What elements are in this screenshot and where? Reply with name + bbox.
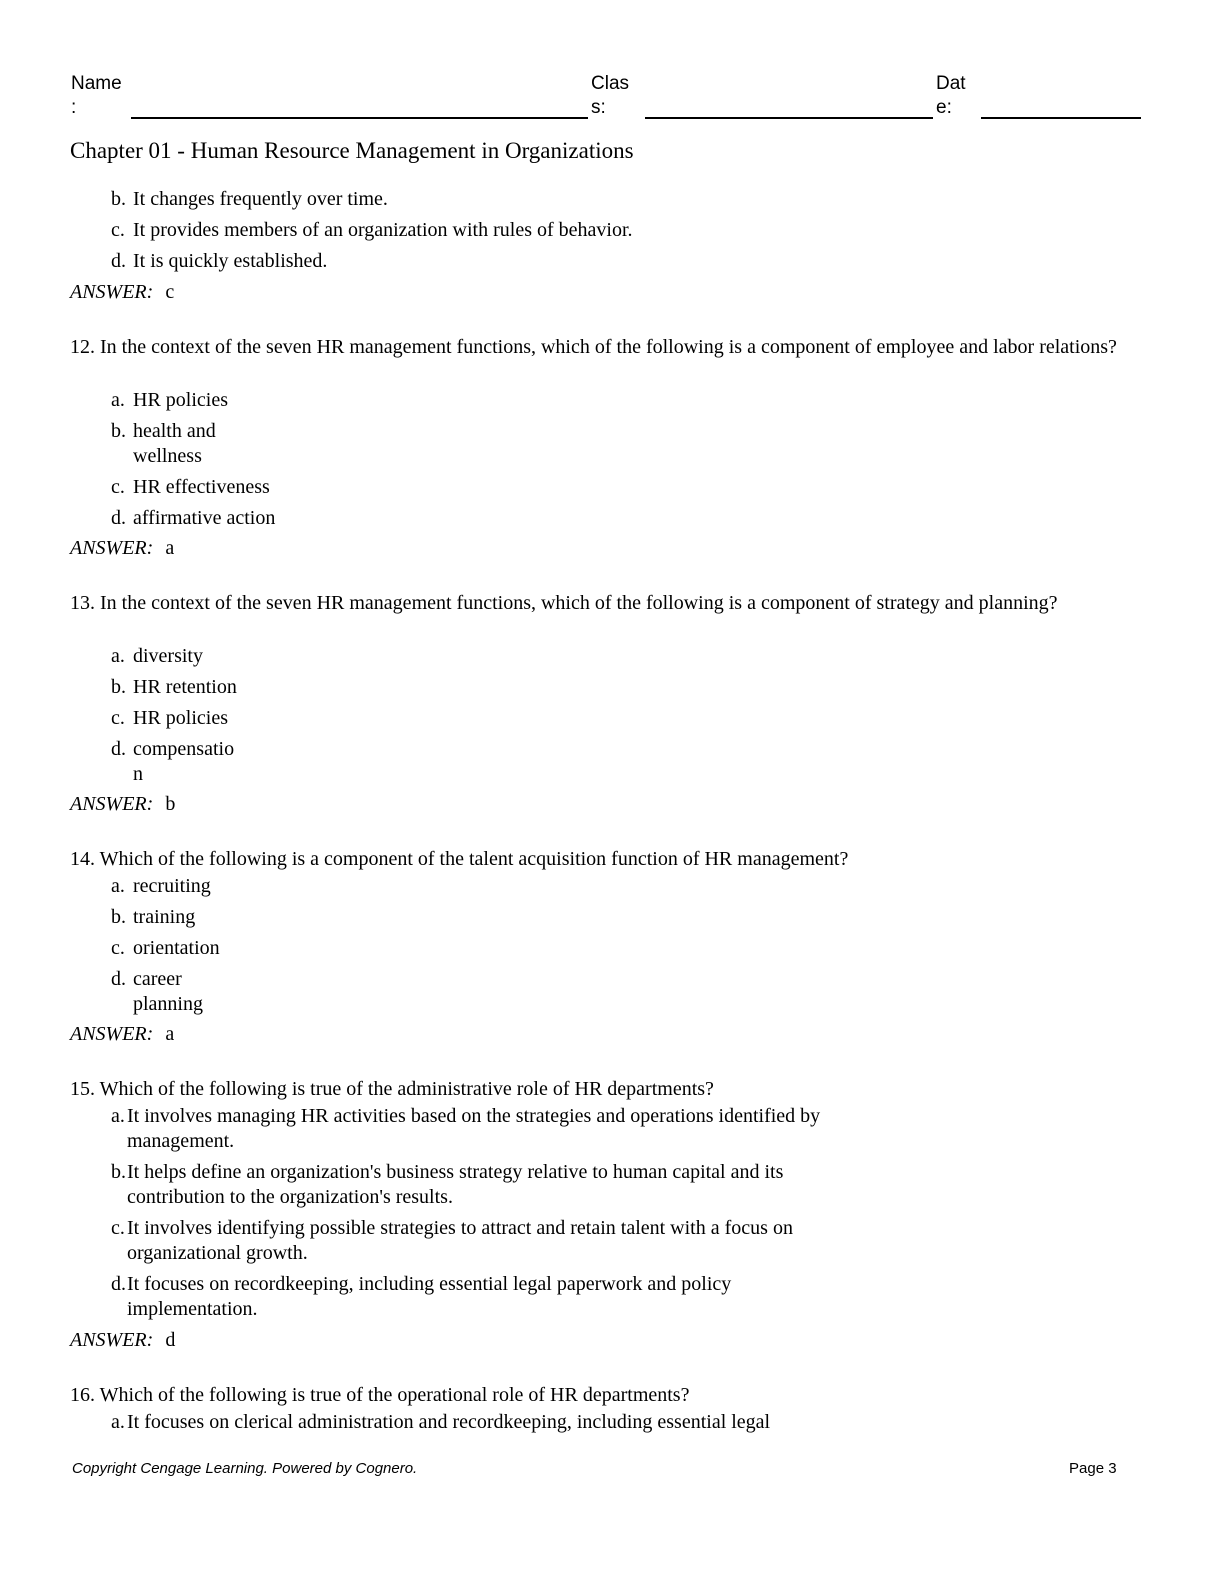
answer-label: ANSWER: (70, 537, 154, 559)
option-text-line: compensatio (133, 738, 235, 760)
option (111, 1104, 820, 1154)
option-letter: c. (111, 937, 125, 959)
option-text-line: management. (127, 1130, 235, 1152)
option-letter: a. (111, 389, 125, 411)
answer (70, 793, 175, 816)
option-text-line: planning (133, 993, 203, 1015)
question-text: 12. In the context of the seven HR management functions, which of the following is a component of employee and labor relations? (70, 336, 1117, 358)
option (111, 644, 203, 669)
option-letter: d. (111, 738, 126, 760)
answer-value: a (165, 537, 175, 559)
name-label-bottom: : (71, 97, 77, 118)
option (111, 475, 270, 500)
option (111, 1410, 770, 1435)
option-text-line: n (133, 763, 143, 785)
option (111, 737, 234, 787)
option (111, 1160, 783, 1210)
option-letter: d. (111, 968, 126, 990)
option-text-line: It involves identifying possible strategies to attract and retain talent with a focus on (127, 1217, 793, 1239)
option (111, 874, 211, 899)
option-letter: c. (111, 476, 125, 498)
class-label-top: Clas (591, 73, 630, 94)
option-text (133, 737, 234, 787)
answer (70, 1023, 174, 1046)
option-letter: b. (111, 188, 126, 210)
question-text: 16. Which of the following is true of the operational role of HR departments? (70, 1384, 690, 1406)
option (111, 967, 203, 1017)
date-label-top: Dat (936, 73, 966, 94)
class-field-line[interactable] (645, 117, 933, 119)
option-text: It changes frequently over time. (133, 188, 388, 210)
date-label-bottom: e: (936, 97, 952, 118)
option (111, 905, 195, 930)
option-text (127, 1160, 783, 1210)
option (111, 1216, 793, 1266)
question-stem (70, 591, 1130, 615)
option (111, 187, 388, 212)
option-letter: a. (111, 1105, 125, 1127)
question-text: 13. In the context of the seven HR management functions, which of the following is a component of strategy and planning? (70, 592, 1058, 614)
option (111, 706, 228, 731)
option-letter: d. (111, 1273, 126, 1295)
option-text-line: implementation. (127, 1298, 258, 1320)
option-text: affirmative action (133, 507, 276, 529)
option-letter: b. (111, 1161, 126, 1183)
name-field-line[interactable] (131, 117, 588, 119)
question-text: 15. Which of the following is true of the administrative role of HR departments? (70, 1078, 714, 1100)
option-text-line: career (133, 968, 182, 990)
option (111, 506, 275, 531)
date-field-line[interactable] (981, 117, 1141, 119)
option-text-line: contribution to the organization's results. (127, 1186, 453, 1208)
date-label (936, 72, 966, 120)
option-text: training (133, 906, 196, 928)
name-label (71, 72, 122, 120)
option-letter: b. (111, 906, 126, 928)
class-label-bottom: s: (591, 97, 606, 118)
question-stem (70, 847, 1130, 871)
option-text (127, 1104, 820, 1154)
option-text-line: It helps define an organization's business strategy relative to human capital and its (127, 1161, 784, 1183)
answer-label: ANSWER: (70, 1023, 154, 1045)
option-letter: c. (111, 707, 125, 729)
answer-label: ANSWER: (70, 281, 154, 303)
option-text-line: organizational growth. (127, 1242, 308, 1264)
option (111, 1272, 731, 1322)
option-letter: b. (111, 420, 126, 442)
answer-value: c (165, 281, 175, 303)
answer-value: b (165, 793, 176, 815)
option-text: HR policies (133, 389, 228, 411)
option-text (127, 1272, 731, 1322)
option-text: It is quickly established. (133, 250, 328, 272)
option (111, 388, 228, 413)
question-text: 14. Which of the following is a component of the talent acquisition function of HR management? (70, 848, 849, 870)
option-letter: d. (111, 507, 126, 529)
option-text (133, 419, 216, 469)
option-text: It focuses on clerical administration and recordkeeping, including essential legal (127, 1411, 771, 1433)
option-text-line: It involves managing HR activities based on the strategies and operations identified by (127, 1105, 821, 1127)
option (111, 419, 216, 469)
option-letter: a. (111, 875, 125, 897)
option-text: diversity (133, 645, 203, 667)
option-text: orientation (133, 937, 220, 959)
answer (70, 1329, 175, 1352)
question-stem (70, 1383, 1130, 1407)
page-number: Page 3 (1069, 1460, 1117, 1477)
option-text (127, 1216, 793, 1266)
option-letter: d. (111, 250, 126, 272)
option-letter: c. (111, 219, 125, 241)
option-text-line: wellness (133, 445, 202, 467)
class-label (591, 72, 629, 120)
chapter-title: Chapter 01 - Human Resource Management in Organizations (70, 138, 634, 163)
option-letter: a. (111, 1411, 125, 1433)
name-label-top: Name (71, 73, 122, 94)
option-text: HR policies (133, 707, 228, 729)
option-text: HR effectiveness (133, 476, 270, 498)
answer-value: a (165, 1023, 175, 1045)
option-letter: a. (111, 645, 125, 667)
option-letter: c. (111, 1217, 125, 1239)
option-text (133, 967, 203, 1017)
answer-label: ANSWER: (70, 1329, 154, 1351)
answer (70, 281, 174, 304)
option-text: recruiting (133, 875, 211, 897)
question-stem (70, 1077, 1130, 1101)
option-text-line: It focuses on recordkeeping, including essential legal paperwork and policy (127, 1273, 732, 1295)
option (111, 936, 220, 961)
option (111, 218, 633, 243)
answer-value: d (165, 1329, 176, 1351)
option-text: It provides members of an organization with rules of behavior. (133, 219, 633, 241)
answer-label: ANSWER: (70, 793, 154, 815)
option (111, 675, 237, 700)
copyright-footer: Copyright Cengage Learning. Powered by Cognero. (72, 1460, 418, 1477)
option-text: HR retention (133, 676, 237, 698)
option (111, 249, 327, 274)
option-letter: b. (111, 676, 126, 698)
option-text-line: health and (133, 420, 216, 442)
answer (70, 537, 174, 560)
question-stem (70, 335, 1130, 359)
